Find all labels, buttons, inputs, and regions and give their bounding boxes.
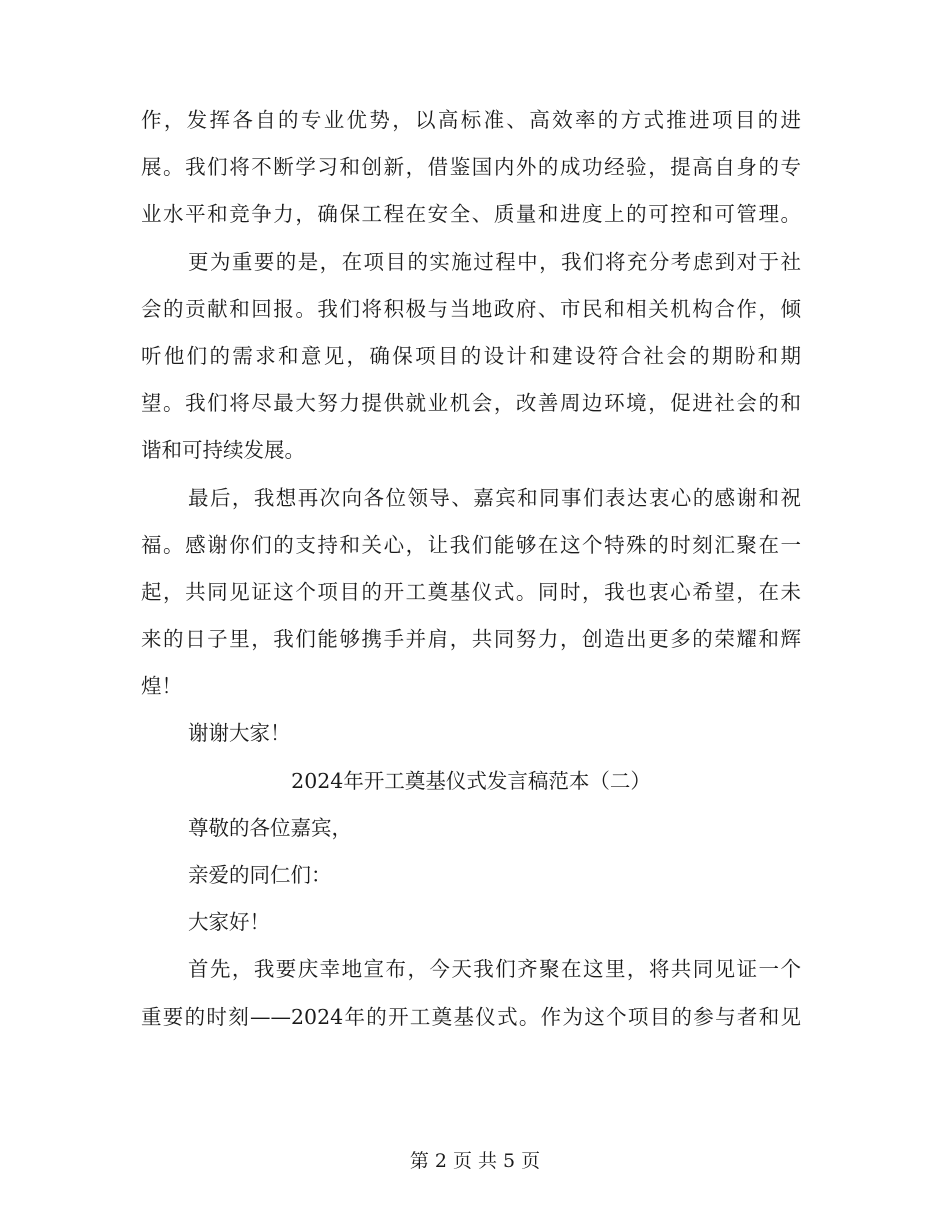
salutation-line: 尊敬的各位嘉宾，	[188, 815, 352, 840]
text-line: 听他们的需求和意见，确保项目的设计和建设符合社会的期盼和期	[141, 343, 801, 368]
document-body	[141, 97, 801, 1041]
page-number-footer: 第 2 页 共 5 页	[409, 1150, 541, 1172]
text-line: 业水平和竞争力，确保工程在安全、质量和进度上的可控和可管理。	[141, 202, 801, 227]
greeting-line: 大家好！	[188, 910, 270, 935]
text-line: 望。我们将尽最大努力提供就业机会，改善周边环境，促进社会的和	[141, 391, 801, 416]
text-line: 重要的时刻——2024年的开工奠基仪式。作为这个项目的参与者和见	[141, 1004, 801, 1029]
text-line: 作，发挥各自的专业优势，以高标准、高效率的方式推进项目的进	[141, 108, 801, 132]
text-line: 福。感谢你们的支持和关心，让我们能够在这个特殊的时刻汇聚在一	[141, 532, 801, 557]
section-title: 2024年开工奠基仪式发言稿范本（二）	[291, 768, 651, 793]
text-line: 会的贡献和回报。我们将积极与当地政府、市民和相关机构合作，倾	[141, 296, 801, 321]
paragraph-start-line: 首先，我要庆幸地宣布，今天我们齐聚在这里，将共同见证一个	[188, 957, 801, 982]
paragraph-start-line: 更为重要的是，在项目的实施过程中，我们将充分考虑到对于社	[188, 249, 801, 274]
text-line: 展。我们将不断学习和创新，借鉴国内外的成功经验，提高自身的专	[141, 155, 801, 180]
text-line: 来的日子里，我们能够携手并肩，共同努力，创造出更多的荣耀和辉	[141, 627, 801, 652]
text-line: 起，共同见证这个项目的开工奠基仪式。同时，我也衷心希望，在未	[141, 579, 801, 604]
salutation-line: 亲爱的同仁们：	[188, 863, 332, 887]
text-line: 谐和可持续发展。	[141, 438, 305, 463]
paragraph-start-line: 最后，我想再次向各位领导、嘉宾和同事们表达衷心的感谢和祝	[188, 485, 801, 510]
text-line: 煌！	[141, 674, 182, 699]
closing-line: 谢谢大家！	[188, 721, 291, 746]
